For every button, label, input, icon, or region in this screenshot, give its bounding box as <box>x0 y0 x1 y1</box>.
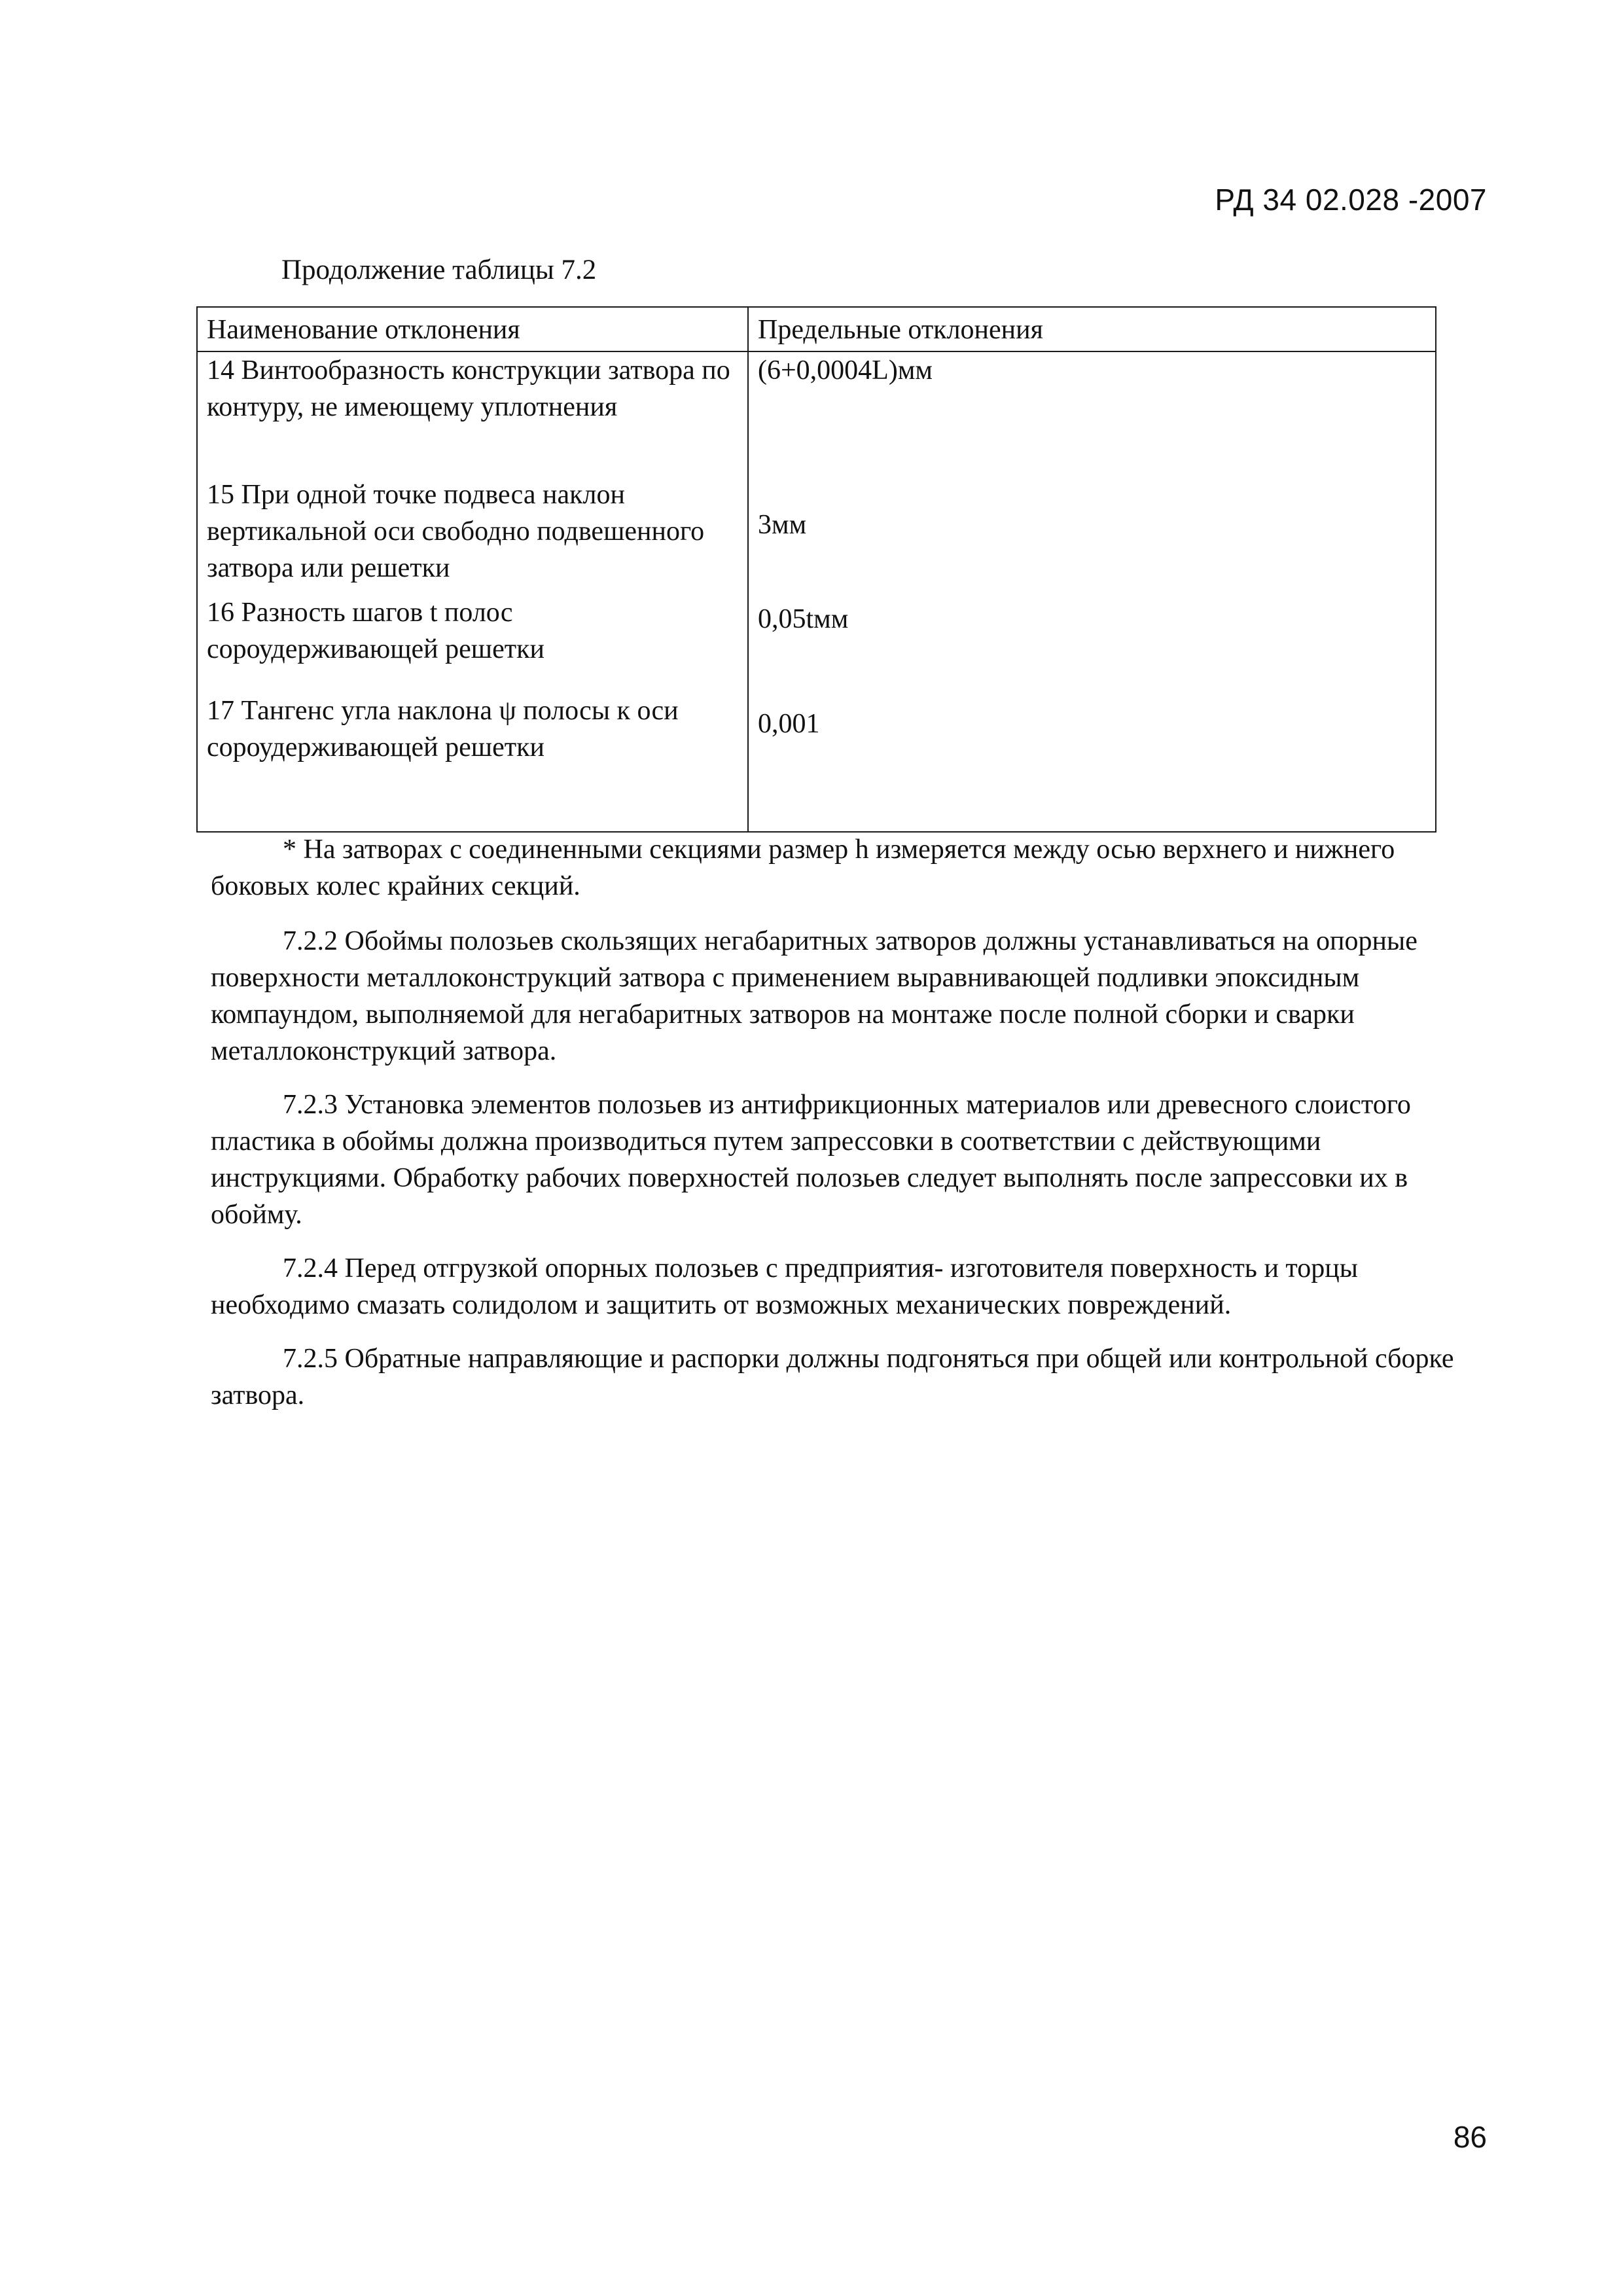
paragraph-7-2-4: 7.2.4 Перед отгрузкой опорных полозьев с предприятия- изготовителя поверхность и торцы необходимо смазать солидолом и защитить от возможных механических повреждений. <box>211 1253 1358 1320</box>
deviation-limit: 0,001 <box>748 692 1436 832</box>
deviation-name: 15 При одной точке подвеса наклон вертикальной оси свободно подвешенного затвора или решетки <box>197 476 748 594</box>
deviation-limit: 0,05tмм <box>748 594 1436 692</box>
table-row <box>197 692 1436 832</box>
table-footnote: * На затворах с соединенными секциями размер h измеряется между осью верхнего и нижнего боковых колес крайних секций. <box>211 834 1395 901</box>
column-header-name: Наименование отклонения <box>197 307 748 351</box>
deviation-name: 14 Винтообразность конструкции затвора по контуру, не имеющему уплотнения <box>197 351 748 476</box>
paragraph-7-2-3: 7.2.3 Установка элементов полозьев из антифрикционных материалов или древесного слоистого пластика в обоймы должна производиться путем запрессовки в соответствии с действующими инструкциями. Обработку рабочих поверхностей полозьев следует выполнять после запрессовки их в обойму. <box>211 1090 1411 1230</box>
table-row <box>197 351 1436 476</box>
table-caption: Продолжение таблицы 7.2 <box>281 255 597 285</box>
deviation-table <box>196 306 1436 833</box>
document-body <box>211 831 1487 1431</box>
table-row <box>197 476 1436 594</box>
deviation-limit: (6+0,0004L)мм <box>748 351 1436 476</box>
deviation-name: 16 Разность шагов t полос сороудерживающей решетки <box>197 594 748 692</box>
paragraph-7-2-2: 7.2.2 Обоймы полозьев скользящих негабаритных затворов должны устанавливаться на опорные поверхности металлоконструкций затвора с применением выравнивающей подливки эпоксидным компаундом, выполняемой для негабаритных затворов на монтаже после полной сборки и сварки металлоконструкций затвора. <box>211 926 1418 1066</box>
deviation-name: 17 Тангенс угла наклона ψ полосы к оси сороудерживающей решетки <box>197 692 748 832</box>
document-code: РД 34 02.028 -2007 <box>1215 183 1487 217</box>
page-number: 86 <box>1453 2120 1487 2154</box>
paragraph-7-2-5: 7.2.5 Обратные направляющие и распорки должны подгоняться при общей или контрольной сборке затвора. <box>211 1344 1454 1410</box>
column-header-limit: Предельные отклонения <box>748 307 1436 351</box>
deviation-limit: 3мм <box>748 476 1436 594</box>
table-header-row <box>197 307 1436 351</box>
table-row <box>197 594 1436 692</box>
